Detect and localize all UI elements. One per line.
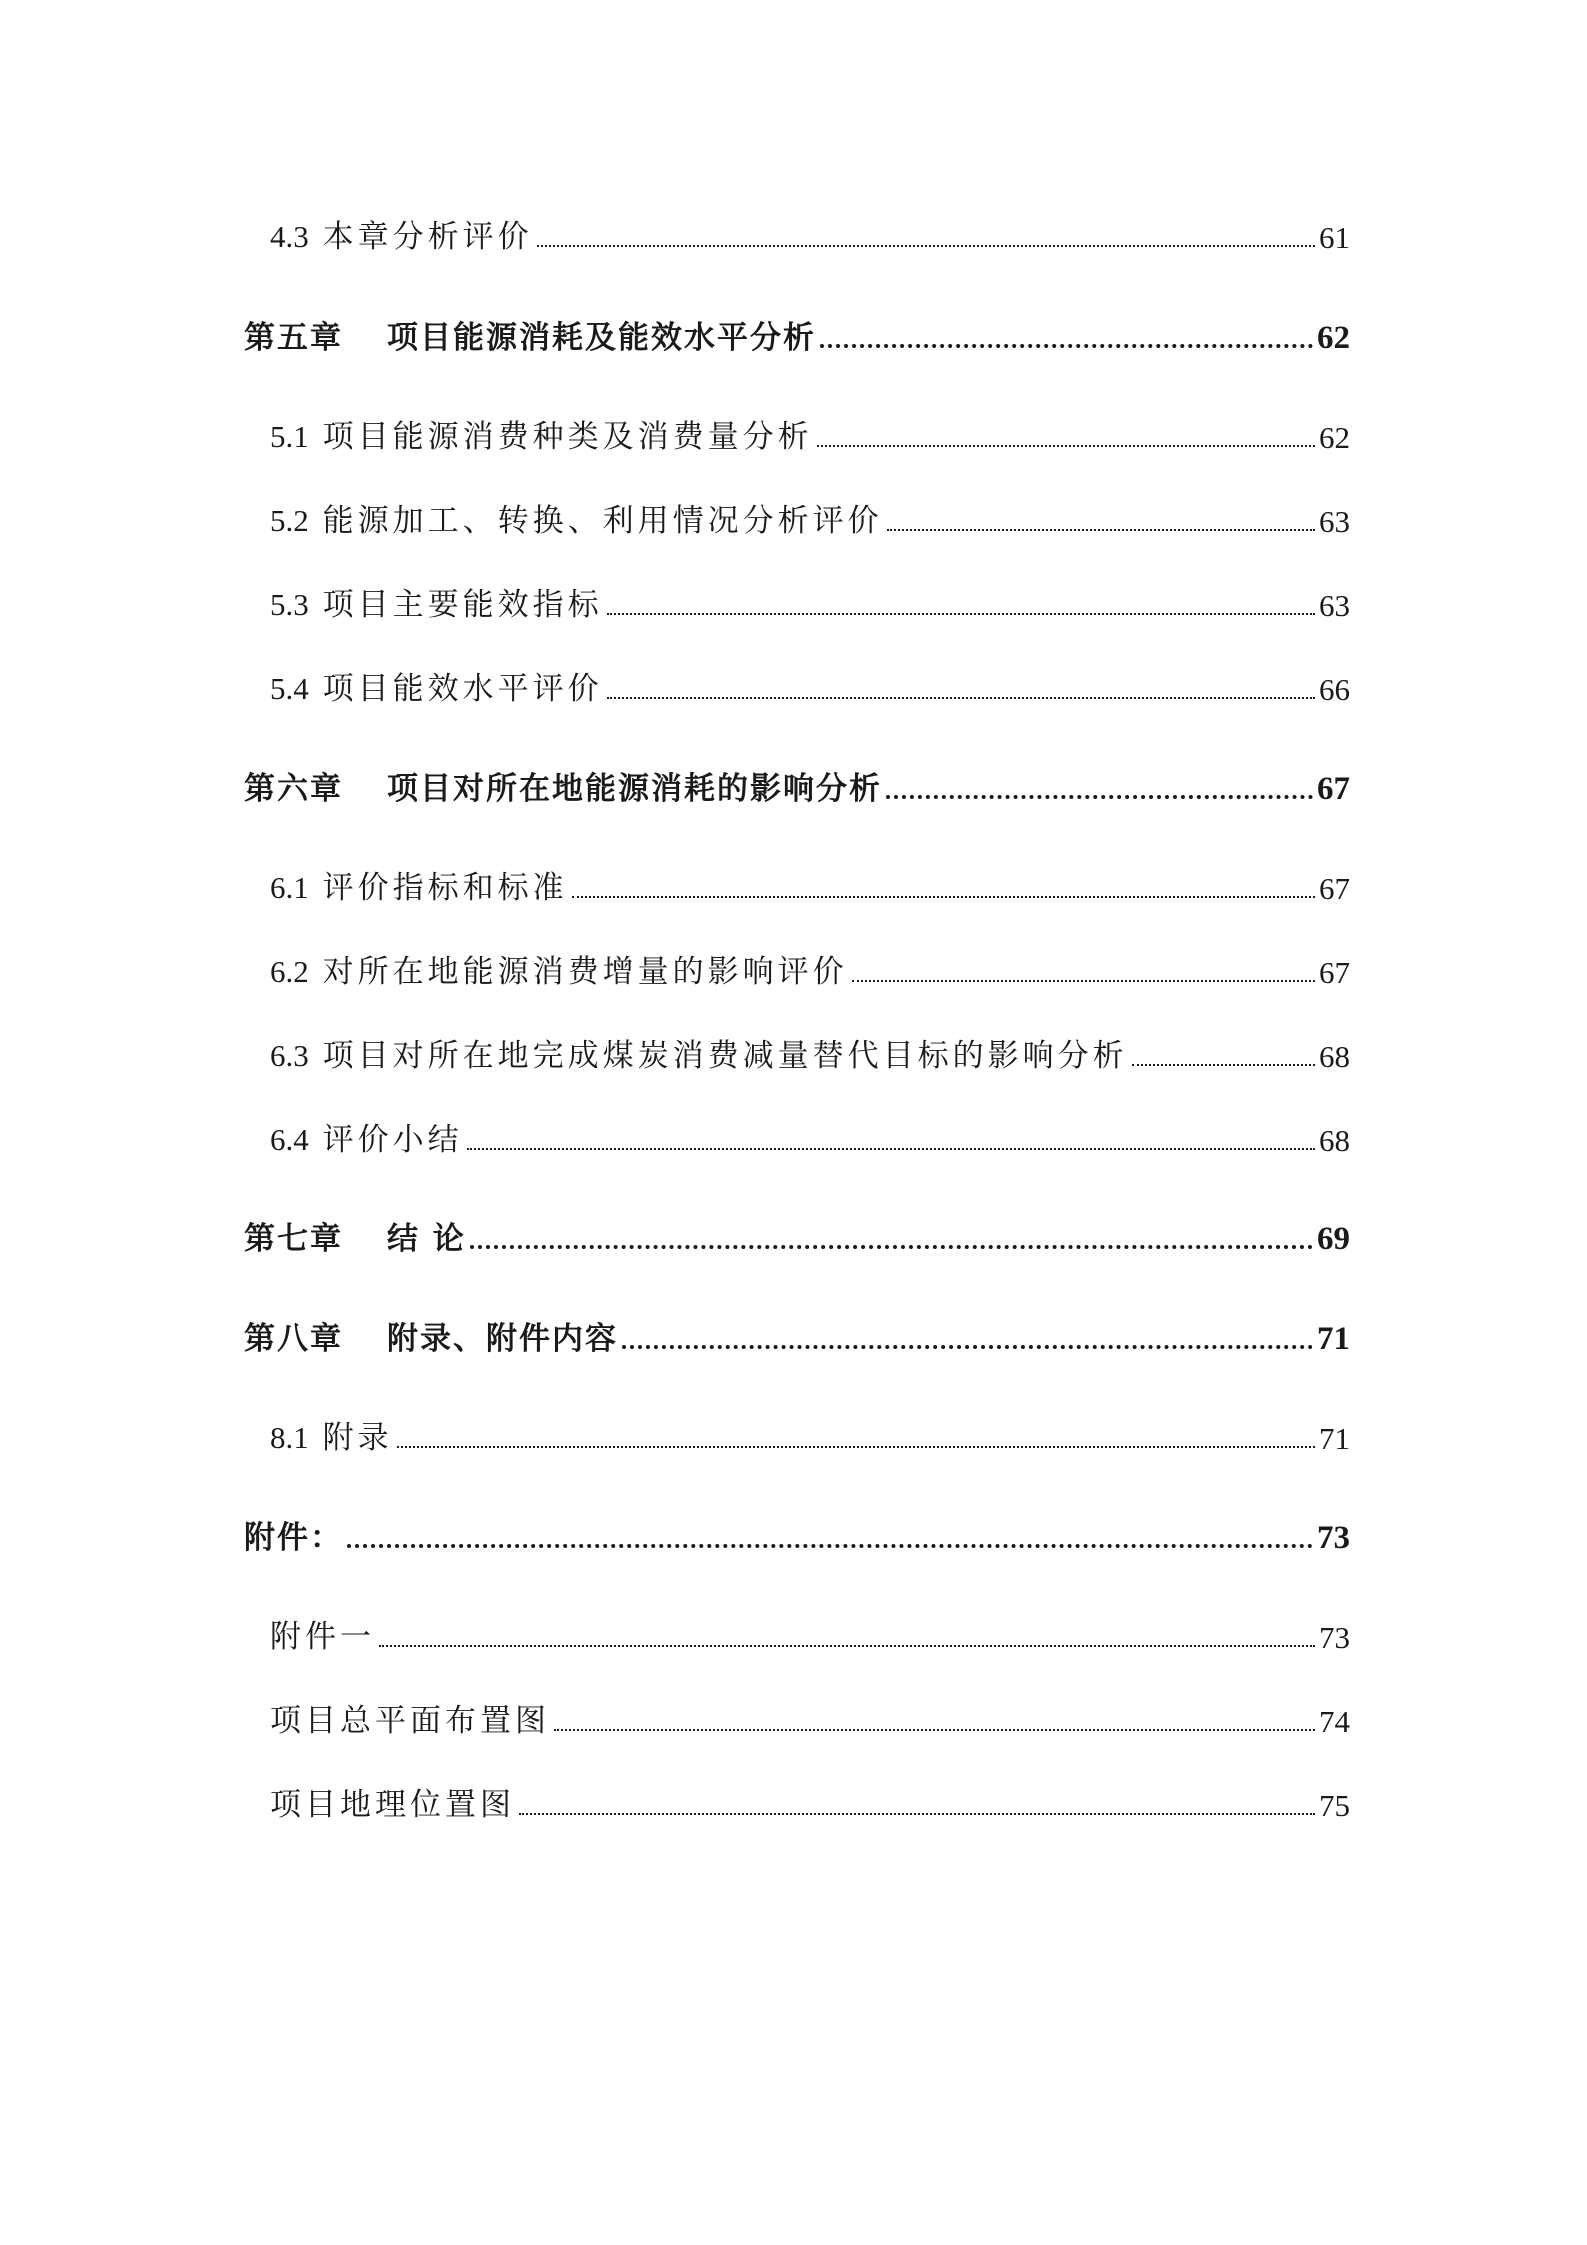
toc-entry-chapter-6[interactable] [244, 764, 1350, 808]
toc-page-number: 67 [1319, 955, 1350, 990]
toc-page-number: 67 [1319, 871, 1350, 906]
toc-entry-number: 第五章 [244, 320, 343, 356]
toc-entry-number: 5.2 [270, 503, 309, 538]
toc-dot-leader [537, 245, 1315, 247]
toc-dot-leader [820, 344, 1313, 348]
toc-dot-leader [467, 1148, 1315, 1150]
toc-dot-leader [607, 613, 1315, 615]
toc-page-number: 74 [1319, 1704, 1350, 1739]
toc-dot-leader [607, 697, 1315, 699]
toc-entry-title [270, 1412, 393, 1457]
toc-entry-chapter-7[interactable] [244, 1214, 1350, 1258]
toc-entry-title [270, 946, 848, 991]
toc-dot-leader [622, 1345, 1313, 1349]
toc-entry-text: 附录 [322, 1420, 393, 1456]
toc-entry-6-3[interactable] [244, 1031, 1350, 1075]
toc-entry-number: 6.2 [270, 954, 309, 989]
toc-entry-number: 6.3 [270, 1038, 309, 1073]
toc-page-number: 63 [1319, 504, 1350, 539]
toc-page-number: 71 [1317, 1321, 1350, 1357]
toc-entry-title [270, 1695, 550, 1740]
toc-entry-title [270, 1030, 1128, 1075]
toc-entry-title [244, 1512, 343, 1557]
toc-entry-number: 5.4 [270, 671, 309, 706]
toc-page-number: 68 [1319, 1123, 1350, 1158]
toc-entry-title [270, 862, 568, 907]
toc-entry-title [270, 663, 603, 708]
toc-entry-title [270, 495, 883, 540]
toc-entry-attachments[interactable] [244, 1513, 1350, 1557]
toc-entry-text: 附件一 [270, 1619, 375, 1655]
toc-entry-6-2[interactable] [244, 947, 1350, 991]
toc-entry-text: 项目能效水平评价 [322, 671, 603, 707]
toc-entry-5-4[interactable] [244, 664, 1350, 708]
toc-entry-text: 附件： [244, 1520, 343, 1556]
toc-entry-location-map[interactable] [244, 1780, 1350, 1824]
toc-entry-text: 本章分析评价 [322, 219, 533, 255]
toc-dot-leader [470, 1245, 1313, 1249]
toc-entry-6-4[interactable] [244, 1115, 1350, 1159]
toc-entry-site-plan[interactable] [244, 1696, 1350, 1740]
toc-dot-leader [379, 1645, 1315, 1647]
toc-entry-text: 项目对所在地完成煤炭消费减量替代目标的影响分析 [322, 1038, 1128, 1074]
toc-page-number: 66 [1319, 672, 1350, 707]
toc-entry-title [270, 579, 603, 624]
toc-page-number: 73 [1319, 1620, 1350, 1655]
toc-entry-text: 结 论 [387, 1221, 466, 1257]
toc-entry-text: 项目主要能效指标 [322, 587, 603, 623]
toc-dot-leader [1132, 1064, 1315, 1066]
toc-entry-text: 能源加工、转换、利用情况分析评价 [322, 503, 883, 539]
toc-page-number: 62 [1317, 320, 1350, 356]
toc-page-number: 69 [1317, 1221, 1350, 1257]
toc-entry-5-3[interactable] [244, 580, 1350, 624]
toc-entry-title [270, 211, 533, 256]
toc-entry-text: 项目能源消费种类及消费量分析 [322, 419, 813, 455]
toc-entry-number: 8.1 [270, 1420, 309, 1455]
toc-entry-title [270, 1114, 463, 1159]
toc-entry-title [244, 1313, 618, 1358]
toc-page-number: 67 [1317, 771, 1350, 807]
toc-entry-title [244, 1213, 466, 1258]
toc-entry-text: 项目能源消耗及能效水平分析 [387, 320, 816, 356]
toc-entry-5-1[interactable] [244, 412, 1350, 456]
toc-entry-number: 第七章 [244, 1221, 343, 1257]
toc-entry-title [244, 763, 882, 808]
toc-entry-title [270, 411, 813, 456]
toc-entry-6-1[interactable] [244, 863, 1350, 907]
toc-entry-4-3[interactable] [244, 212, 1350, 256]
toc-dot-leader [852, 980, 1315, 982]
toc-entry-text: 项目总平面布置图 [270, 1703, 550, 1739]
toc-entry-5-2[interactable] [244, 496, 1350, 540]
toc-entry-title [270, 1779, 515, 1824]
toc-entry-attachment-1[interactable] [244, 1612, 1350, 1656]
toc-dot-leader [397, 1446, 1315, 1448]
toc-page-number: 71 [1319, 1421, 1350, 1456]
toc-dot-leader [347, 1544, 1313, 1548]
toc-page-number: 75 [1319, 1788, 1350, 1823]
toc-dot-leader [886, 795, 1313, 799]
toc-entry-number: 第六章 [244, 771, 343, 807]
toc-entry-chapter-8[interactable] [244, 1314, 1350, 1358]
toc-entry-title [244, 312, 816, 357]
toc-entry-number: 6.1 [270, 870, 309, 905]
toc-entry-number: 第八章 [244, 1321, 343, 1357]
toc-entry-number: 6.4 [270, 1122, 309, 1157]
toc-page-number: 63 [1319, 588, 1350, 623]
toc-entry-chapter-5[interactable] [244, 313, 1350, 357]
toc-entry-number: 4.3 [270, 219, 309, 254]
toc-entry-text: 项目对所在地能源消耗的影响分析 [387, 771, 882, 807]
toc-entry-text: 对所在地能源消费增量的影响评价 [322, 954, 848, 990]
toc-dot-leader [519, 1813, 1315, 1815]
toc-entry-8-1[interactable] [244, 1413, 1350, 1457]
toc-entry-text: 附录、附件内容 [387, 1321, 618, 1357]
toc-dot-leader [572, 896, 1315, 898]
toc-entry-text: 评价小结 [322, 1122, 463, 1158]
toc-entry-text: 评价指标和标准 [322, 870, 568, 906]
toc-entry-text: 项目地理位置图 [270, 1787, 515, 1823]
toc-dot-leader [887, 529, 1315, 531]
toc-page-number: 61 [1319, 220, 1350, 255]
toc-entry-title [270, 1611, 375, 1656]
toc-page-number: 73 [1317, 1520, 1350, 1556]
toc-entry-number: 5.1 [270, 419, 309, 454]
toc-dot-leader [554, 1729, 1315, 1731]
toc-entry-number: 5.3 [270, 587, 309, 622]
toc-page-number: 68 [1319, 1039, 1350, 1074]
toc-dot-leader [817, 445, 1315, 447]
toc-page-number: 62 [1319, 420, 1350, 455]
